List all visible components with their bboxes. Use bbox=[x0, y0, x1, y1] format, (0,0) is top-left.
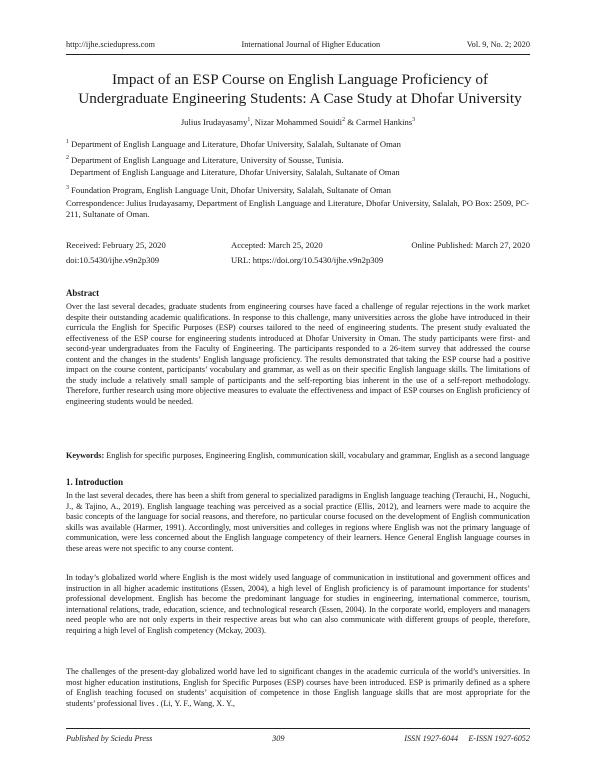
doi[interactable]: doi:10.5430/ijhe.v9n2p309 bbox=[66, 255, 160, 265]
affiliation-2-mark: 2 bbox=[66, 155, 69, 161]
affiliation-3 bbox=[66, 183, 530, 196]
author-1-mark: 1 bbox=[247, 117, 251, 124]
published-date: Online Published: March 27, 2020 bbox=[411, 240, 530, 250]
journal-url[interactable]: http://ijhe.sciedupress.com bbox=[66, 40, 155, 49]
volume-info: Vol. 9, No. 2; 2020 bbox=[466, 40, 530, 49]
author-2: , Nizar Mohammed Souidi bbox=[250, 117, 343, 127]
running-header bbox=[66, 40, 530, 52]
issn: ISSN 1927-6044 E-ISSN 1927-6052 bbox=[404, 734, 530, 743]
affiliation-2 bbox=[66, 153, 530, 166]
intro-paragraph-1: In the last several decades, there has been a shift from general to specialized paradigms in English language teaching (Terauchi, H., Noguchi, J., & Tajino, A., 2019). English language teaching was perceived as a social practice (Ellis, 2012), and learners were made to acquire the basic concepts of the language for social reasons, and therefore, no particular course focused on the development of English communication skills was available (Harmer, 1991). Accordingly, most universities and colleges in regions where English was not the primary language of communication, were less concerned about the English language competency of their learners. Hence General English language courses in these areas were not specific to any course content. bbox=[66, 491, 530, 553]
keywords-text: English for specific purposes, Engineering English, communication skill, vocabulary and grammar, English as a second language bbox=[104, 451, 530, 460]
author-3: & Carmel Hankins bbox=[345, 117, 413, 127]
title-line-1: Impact of an ESP Course on English Language Proficiency of bbox=[111, 71, 489, 88]
introduction-heading: 1. Introduction bbox=[66, 477, 124, 487]
keywords-label: Keywords: bbox=[66, 451, 105, 460]
correspondence: Correspondence: Julius Irudayasamy, Department of English Language and Literature, Dhofar University, Salalah, PO Box: 2509, PC-211, Sultanate of Oman. bbox=[66, 198, 529, 219]
author-2-mark: 2 bbox=[342, 117, 346, 124]
intro-paragraph-2: In today’s globalized world where English is the most widely used language of communication in institutional and government offices and instruction in all higher academic institutions (Essen, 2004), a high level of English proficiency is of paramount importance for students’ professional development. English has become the predominant language for studies in engineering, international commerce, tourism, international relations, trade, education, science, and technological research (Essen, 2004). In the corporate world, employers and managers need people who are not only experts in their respective areas but who can also communicate with different groups of people, therefore, requiring a high level of English competency (Mckay, 2003). bbox=[66, 573, 530, 635]
intro-paragraph-3: The challenges of the present-day globalized world have led to significant changes in the academic curricula of the world’s universities. In most higher education institutions, English for Specific Purposes (ESP) courses have been introduced. ESP is primarily defined as a sphere of English teaching focused on students’ acquisition of competence in those English language skills that are most appropriate for the students’ professional lives . (Li, Y. F., Wang, X. Y., bbox=[66, 667, 530, 708]
doi-row bbox=[66, 255, 530, 267]
affiliation-2b: Department of English Language and Literature, Dhofar University, Salalah, Sultanate of Oman bbox=[70, 167, 400, 177]
abstract-heading: Abstract bbox=[66, 288, 100, 298]
page-footer bbox=[66, 734, 530, 746]
accepted-date: Accepted: March 25, 2020 bbox=[231, 240, 323, 250]
keywords bbox=[66, 451, 530, 462]
abstract-text: Over the last several decades, graduate students from engineering courses have faced a challenge of regular rejections in the work market despite their outstanding academic qualifications. In response to this challenge, many universities across the globe have introduced in their curricula the English for Specific Purposes (ESP) courses tailored to the need of engineering students. The present study evaluated the effectiveness of the ESP course for engineering students introduced at Dhofar University in Oman. The study participants were first- and second-year undergraduates from the Faculty of Engineering. The participants responded to a 26-item survey that addressed the course content and the changes in the students’ English language proficiency. The results demonstrated that taking the ESP course had a positive impact on the course content, participants’ vocabulary and grammar, as well as on their specific English language skills. The limitations of the study include a relatively small sample of participants and the self-reporting bias inherent in the use of a self-report methodology. Therefore, further research using more objective measures to evaluate the effectiveness and impact of ESP courses on English proficiency of engineering students would be needed. bbox=[66, 302, 530, 406]
paper-title bbox=[50, 70, 550, 108]
title-line-2: Undergraduate Engineering Students: A Case Study at Dhofar University bbox=[78, 90, 522, 107]
dates-row bbox=[66, 240, 530, 252]
page-number: 309 bbox=[272, 734, 285, 743]
author-3-mark: 3 bbox=[412, 117, 416, 124]
received-date: Received: February 25, 2020 bbox=[66, 240, 166, 250]
article-url[interactable]: URL: https://doi.org/10.5430/ijhe.v9n2p309 bbox=[231, 255, 384, 265]
header-divider bbox=[66, 54, 530, 55]
affiliation-1 bbox=[66, 137, 530, 150]
footer-divider bbox=[66, 728, 530, 729]
author-list bbox=[66, 117, 530, 127]
author-1: Julius Irudayasamy bbox=[180, 117, 248, 127]
publisher: Published by Sciedu Press bbox=[66, 734, 153, 743]
affiliation-1-text: Department of English Language and Literature, Dhofar University, Salalah, Sultanate of Oman bbox=[69, 138, 401, 149]
affiliation-2-text: Department of English Language and Literature, University of Sousse, Tunisia. bbox=[69, 154, 344, 165]
journal-name: International Journal of Higher Education bbox=[241, 40, 381, 49]
affiliation-3-text: Foundation Program, English Language Unit, Dhofar University, Salalah, Sultanate of Oman bbox=[69, 184, 391, 195]
affiliation-1-mark: 1 bbox=[66, 139, 69, 145]
affiliation-3-mark: 3 bbox=[66, 185, 69, 191]
